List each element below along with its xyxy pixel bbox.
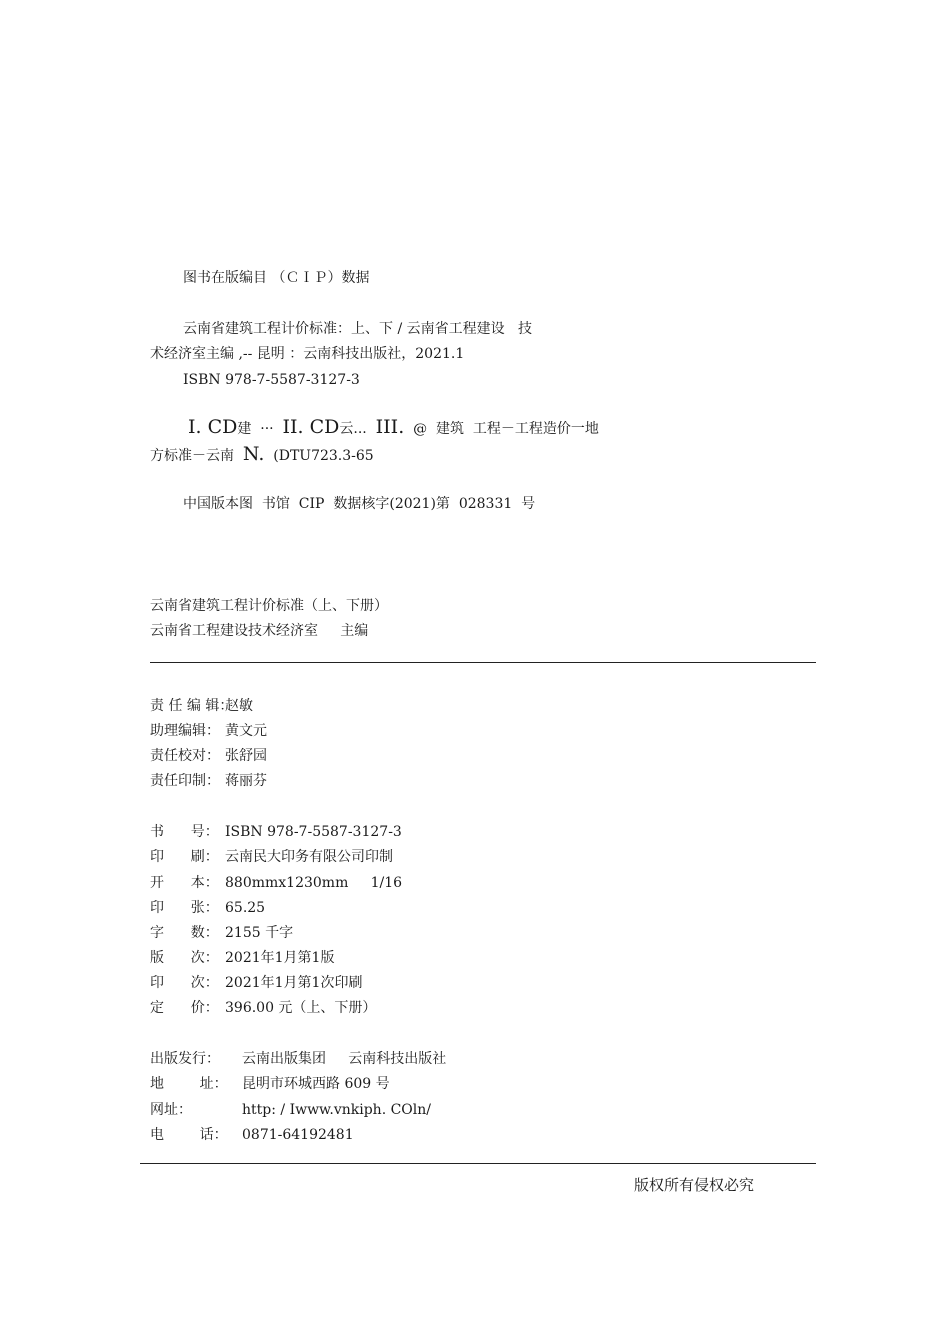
staff-row: 责任校对： 张舒园	[150, 748, 267, 764]
cip-heading: 图书在版编目 （ＣＩＰ）数据	[183, 270, 370, 286]
publisher-row: 地 址： 昆明市环城西路 609 号	[150, 1076, 390, 1092]
spec-row: 书 号： ISBN 978-7-5587-3127-3	[150, 824, 402, 840]
book-editor: 云南省工程建设技术经济室 主编	[150, 623, 369, 639]
spec-row: 版 次： 2021年1月第1版	[150, 950, 335, 966]
cip-isbn: ISBN 978-7-5587-3127-3	[183, 372, 360, 388]
publisher-row: 网址： http: / Iwww.vnkiph. COln/	[150, 1102, 431, 1118]
spec-row: 印 次： 2021年1月第1次印刷	[150, 975, 363, 991]
publisher-row: 电 话： 0871-64192481	[150, 1127, 354, 1143]
cip-title-line2: 术经济室主编 ,-- 昆明 ：云南科技出版社，2021.1	[150, 346, 465, 362]
spec-row: 定 价： 396.00 元（上、下册）	[150, 1000, 377, 1016]
cip-classification-line2: 方标准－云南 N. (DTU723.3-65	[150, 443, 374, 465]
staff-row: 责任印制： 蒋丽芬	[150, 773, 267, 789]
spec-row: 印 张： 65.25	[150, 900, 266, 916]
divider-top	[150, 662, 816, 663]
publisher-row: 出版发行： 云南出版集团 云南科技出版社	[150, 1051, 447, 1067]
divider-bottom	[140, 1163, 816, 1164]
cip-title-line1: 云南省建筑工程计价标准：上、下 / 云南省工程建设 技	[183, 321, 532, 337]
staff-row: 助理编辑： 黄文元	[150, 723, 267, 739]
cip-classification-line1: I. CD建 ··· II. CD云... III. @ 建筑 工程－工程造价一地	[188, 416, 599, 438]
spec-row: 开 本： 880mmx1230mm 1/16	[150, 875, 403, 891]
book-title: 云南省建筑工程计价标准（上、下册）	[150, 598, 388, 614]
staff-row: 责 任 编 辑： 赵敏	[150, 698, 253, 714]
spec-row: 印 刷： 云南民大印务有限公司印制	[150, 849, 393, 865]
spec-row: 字 数： 2155 千字	[150, 925, 294, 941]
copyright-notice: 版权所有侵权必究	[634, 1176, 755, 1194]
cip-check-number: 中国版本图 书馆 CIP 数据核字(2021)第 028331 号	[183, 496, 536, 512]
